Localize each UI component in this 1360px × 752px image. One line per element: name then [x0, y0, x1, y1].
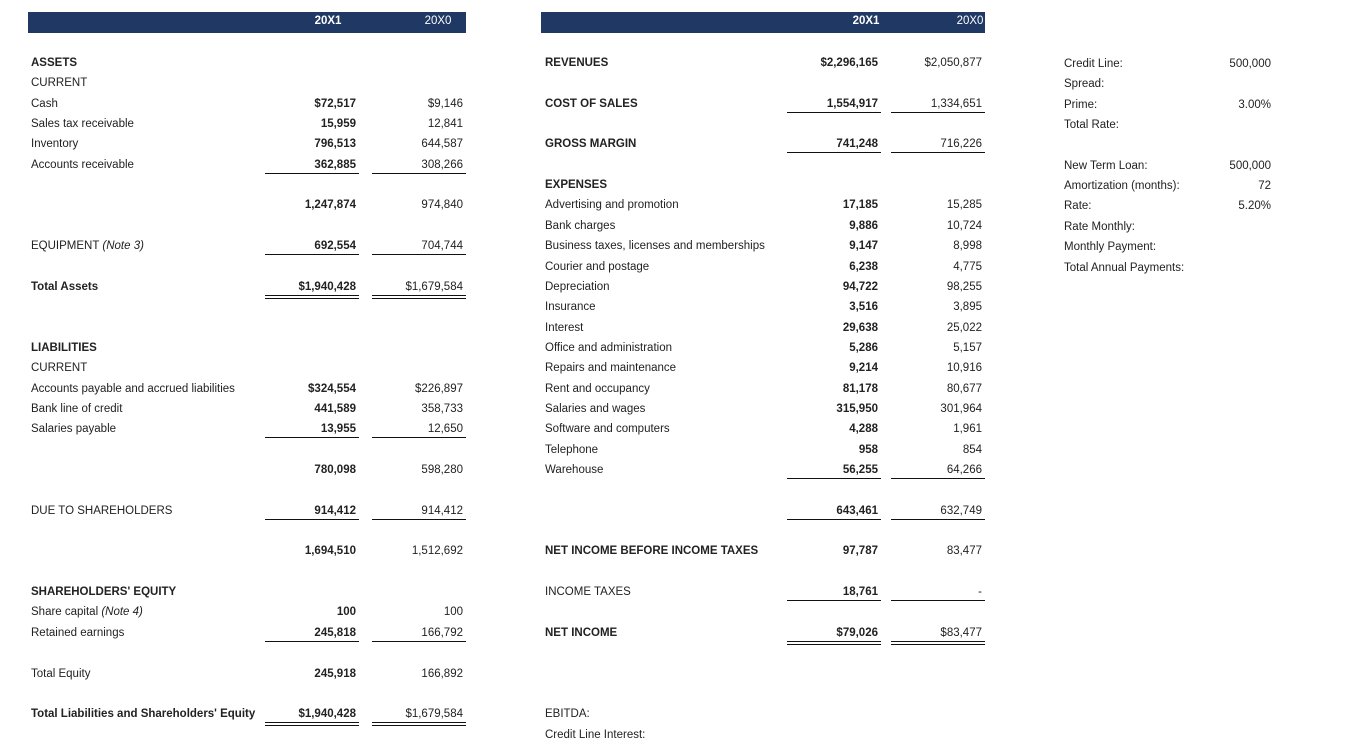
financing-row-value: 500,000 [1229, 58, 1271, 70]
income_statement-row-value-year0: 632,749 [940, 504, 982, 517]
income_statement-row-value-year1: 9,147 [849, 240, 878, 253]
income_statement-row-value-year1: 741,248 [836, 138, 878, 151]
financing-row-value: 3.00% [1238, 98, 1271, 111]
balance_sheet-row-value-year0: $9,146 [427, 97, 463, 110]
income_statement-underline-year1 [787, 478, 881, 479]
income_statement-underline-year0 [891, 478, 985, 479]
income-year0-header: 20X0 [956, 15, 984, 27]
income_statement-row-label: Advertising and promotion [545, 199, 679, 212]
income_statement-row-label: Interest [545, 321, 584, 334]
income_statement-underline-year1 [787, 600, 881, 601]
balance_sheet-row-value-year0: 166,892 [421, 667, 463, 680]
balance_sheet-underline-year0 [372, 722, 466, 726]
balance_sheet-row-value-year0: 598,280 [421, 464, 463, 476]
balance_sheet-row-label: Bank line of credit [31, 402, 123, 415]
balance_sheet-row-label-text: EQUIPMENT [31, 240, 100, 253]
balance_sheet-row-label: CURRENT [31, 77, 88, 90]
income_statement-row-label: Depreciation [545, 280, 610, 293]
income_statement-row-value-year0: 716,226 [940, 138, 982, 151]
balance_sheet-row-value-year0: 358,733 [421, 402, 463, 415]
income_statement-row-label: Insurance [545, 301, 596, 314]
income_statement-underline-year1 [787, 112, 881, 113]
income_statement-row-value-year1: 97,787 [842, 545, 878, 558]
income_statement-underline-year0 [891, 152, 985, 153]
income_statement-row-value-year1: 3,516 [849, 301, 878, 314]
income_statement-row-label: Bank charges [545, 219, 616, 232]
income_statement-row-value-year0: 301,964 [940, 402, 982, 415]
financing-row-label: Credit Line: [1064, 58, 1123, 70]
income_statement-row-value-year1: 9,214 [849, 362, 878, 375]
balance_sheet-row-label-text: Share capital [31, 606, 99, 619]
income_statement-row-value-year1: 94,722 [842, 280, 878, 293]
financing-row-label: New Term Loan: [1064, 159, 1148, 172]
income_statement-row-value-year1: $79,026 [836, 626, 878, 639]
balance_sheet-row-label: SHAREHOLDERS' EQUITY [31, 586, 177, 599]
balance_sheet-underline-year1 [265, 641, 359, 642]
income_statement-underline-year1 [787, 641, 881, 645]
balance_sheet-row-label: Total Assets [31, 280, 99, 293]
balance-year0-header: 20X0 [424, 15, 452, 27]
balance_sheet-row-value-year0: $1,679,584 [405, 708, 463, 721]
balance_sheet-underline-year1 [265, 437, 359, 438]
balance_sheet-underline-year1 [265, 519, 359, 520]
balance_sheet-row-value-year1: 441,589 [314, 402, 356, 415]
balance_sheet-row-label: CURRENT [31, 362, 88, 375]
income_statement-row-label: Telephone [545, 443, 599, 456]
income_statement-row-value-year1: 643,461 [836, 504, 878, 517]
financing-row-label: Rate: [1064, 200, 1092, 213]
balance_sheet-row-value-year0: 12,650 [427, 423, 463, 436]
balance_sheet-row-note: (Note 4) [101, 606, 143, 619]
financing-row-label: Rate Monthly: [1064, 220, 1135, 233]
income_statement-row-value-year0: 1,961 [953, 423, 982, 436]
income_statement-row-value-year1: 958 [858, 443, 878, 456]
income_statement-underline-year1 [787, 519, 881, 520]
income_statement-row-value-year1: 81,178 [842, 382, 878, 395]
income_statement-row-label: Warehouse [545, 464, 604, 476]
income_statement-row-value-year1: 4,288 [849, 423, 878, 436]
income_statement-row-label: INCOME TAXES [545, 586, 631, 599]
balance_sheet-row-value-year1: 692,554 [314, 240, 356, 253]
balance_sheet-row-value-year0: 644,587 [421, 138, 463, 151]
balance_sheet-row-value-year1: $1,940,428 [298, 280, 356, 293]
income_statement-row-label: COST OF SALES [545, 97, 638, 110]
income_statement-row-label: Courier and postage [545, 260, 650, 273]
income_statement-row-value-year0: 80,677 [946, 382, 982, 395]
income_statement-underline-year1 [787, 152, 881, 153]
balance_sheet-row-label: Salaries payable [31, 423, 117, 436]
income_statement-row-value-year0: - [978, 586, 982, 599]
balance_sheet-row-value-year1: 914,412 [314, 504, 356, 517]
income_statement-row-label: NET INCOME BEFORE INCOME TAXES [545, 545, 759, 558]
income_statement-row-value-year0: 83,477 [946, 545, 982, 558]
balance_sheet-row-value-year1: $324,554 [308, 382, 356, 395]
balance_sheet-row-label: LIABILITIES [31, 341, 97, 354]
balance_sheet-underline-year1 [265, 722, 359, 726]
balance_sheet-row-value-year1: 796,513 [314, 138, 356, 151]
income_statement-row-label: Credit Line Interest: [545, 728, 646, 741]
balance_sheet-row-value-year1: $1,940,428 [298, 708, 356, 721]
balance_sheet-row-value-year1: 780,098 [314, 464, 356, 476]
income_statement-row-value-year0: $83,477 [940, 626, 982, 639]
balance_sheet-row-label [31, 239, 144, 253]
balance_sheet-row-label: Inventory [31, 138, 79, 151]
income_statement-row-value-year1: 1,554,917 [826, 97, 878, 110]
balance_sheet-underline-year1 [265, 254, 359, 255]
balance_sheet-row-value-year0: $226,897 [415, 382, 463, 395]
balance_sheet-underline-year1 [265, 173, 359, 174]
financing-row-label: Spread: [1064, 78, 1105, 91]
balance_sheet-row-value-year1: 245,818 [314, 626, 356, 639]
balance_sheet-underline-year0 [372, 437, 466, 438]
income_statement-row-value-year1: 29,638 [842, 321, 878, 334]
balance_sheet-row-label: Total Liabilities and Shareholders' Equity [31, 708, 256, 721]
income_statement-row-value-year1: 6,238 [849, 260, 878, 273]
balance-year1-header: 20X1 [314, 15, 342, 27]
balance_sheet-row-label: Accounts payable and accrued liabilities [31, 382, 235, 395]
balance_sheet-row-label: Accounts receivable [31, 158, 134, 171]
balance_sheet-row-value-year0: 1,512,692 [411, 545, 463, 558]
balance_sheet-row-value-year1: 100 [336, 606, 356, 619]
financing-row-value: 72 [1258, 180, 1271, 193]
balance_sheet-row-value-year1: 15,959 [320, 118, 356, 131]
balance_sheet-row-label: ASSETS [31, 57, 78, 69]
income_statement-row-label: GROSS MARGIN [545, 138, 637, 151]
balance_sheet-row-value-year0: 914,412 [421, 504, 463, 517]
income_statement-row-value-year0: 4,775 [953, 260, 982, 273]
income_statement-row-value-year0: $2,050,877 [924, 57, 982, 69]
financing-row-label: Amortization (months): [1064, 180, 1180, 193]
balance_sheet-underline-year0 [372, 173, 466, 174]
financing-row-label: Total Rate: [1064, 119, 1119, 132]
balance_sheet-row-label: Total Equity [31, 667, 91, 680]
balance_sheet-row-label: Sales tax receivable [31, 118, 134, 131]
income_statement-row-value-year0: 854 [962, 443, 982, 456]
balance_sheet-row-value-year0: 12,841 [427, 118, 463, 131]
income_statement-row-label: Software and computers [545, 423, 670, 436]
balance_sheet-row-value-year0: 100 [443, 606, 463, 619]
income_statement-row-value-year0: 25,022 [946, 321, 982, 334]
income_statement-row-label: Rent and occupancy [545, 382, 650, 395]
income-year1-header: 20X1 [852, 15, 880, 27]
balance_sheet-row-value-year0: 704,744 [421, 240, 463, 253]
balance_sheet-row-value-year1: 245,918 [314, 667, 356, 680]
financing-row-label: Monthly Payment: [1064, 241, 1157, 254]
balance_sheet-underline-year0 [372, 295, 466, 299]
income_statement-row-label: Salaries and wages [545, 402, 646, 415]
balance_sheet-row-value-year0: $1,679,584 [405, 280, 463, 293]
balance_sheet-underline-year0 [372, 519, 466, 520]
income_statement-row-value-year0: 8,998 [953, 240, 982, 253]
income_statement-row-label: EXPENSES [545, 179, 607, 192]
financing-row-value: 5.20% [1238, 200, 1271, 213]
income_statement-row-label: REVENUES [545, 57, 609, 69]
income_statement-row-label: Office and administration [545, 341, 672, 354]
balance_sheet-row-label: Cash [31, 97, 58, 110]
income_statement-row-value-year0: 98,255 [946, 280, 982, 293]
financing-row-value: 500,000 [1229, 159, 1271, 172]
income_statement-row-value-year1: 17,185 [842, 199, 878, 212]
financing-row-label: Total Annual Payments: [1064, 261, 1185, 274]
income-statement-header-bar [541, 12, 985, 33]
balance_sheet-row-label: Retained earnings [31, 626, 125, 639]
balance_sheet-row-value-year1: 1,247,874 [304, 199, 356, 212]
balance_sheet-row-value-year0: 308,266 [421, 158, 463, 171]
income_statement-underline-year0 [891, 641, 985, 645]
balance_sheet-underline-year1 [265, 295, 359, 299]
income_statement-row-value-year0: 10,916 [946, 362, 982, 375]
balance_sheet-underline-year0 [372, 254, 466, 255]
income_statement-row-value-year0: 15,285 [946, 199, 982, 212]
income_statement-row-value-year0: 3,895 [953, 301, 982, 314]
income_statement-underline-year0 [891, 112, 985, 113]
income_statement-row-value-year1: 18,761 [842, 586, 878, 599]
balance_sheet-row-value-year1: 13,955 [320, 423, 356, 436]
income_statement-row-label: EBITDA: [545, 708, 590, 721]
balance_sheet-row-value-year0: 974,840 [421, 199, 463, 212]
balance_sheet-row-value-year1: 1,694,510 [304, 545, 356, 558]
balance_sheet-row-value-year0: 166,792 [421, 626, 463, 639]
income_statement-row-label: Business taxes, licenses and memberships [545, 240, 765, 253]
income_statement-row-value-year1: 56,255 [842, 464, 878, 476]
income_statement-row-value-year0: 1,334,651 [930, 97, 982, 110]
balance_sheet-row-label [31, 605, 143, 619]
income_statement-row-value-year1: 5,286 [849, 341, 878, 354]
income_statement-underline-year0 [891, 519, 985, 520]
income_statement-row-value-year1: 315,950 [836, 402, 878, 415]
income_statement-row-value-year0: 10,724 [946, 219, 982, 232]
income_statement-underline-year0 [891, 600, 985, 601]
balance-sheet-header-bar [28, 12, 466, 33]
income_statement-row-value-year0: 5,157 [953, 341, 982, 354]
balance_sheet-row-value-year1: 362,885 [314, 158, 356, 171]
balance_sheet-row-label: DUE TO SHAREHOLDERS [31, 504, 173, 517]
income_statement-row-value-year1: $2,296,165 [820, 57, 878, 69]
income_statement-row-label: Repairs and maintenance [545, 362, 677, 375]
income_statement-row-value-year0: 64,266 [946, 464, 982, 476]
balance_sheet-underline-year0 [372, 641, 466, 642]
balance_sheet-row-value-year1: $72,517 [314, 97, 356, 110]
financing-row-label: Prime: [1064, 98, 1098, 111]
income_statement-row-label: NET INCOME [545, 626, 618, 639]
balance_sheet-row-note: (Note 3) [102, 240, 144, 253]
income_statement-row-value-year1: 9,886 [849, 219, 878, 232]
